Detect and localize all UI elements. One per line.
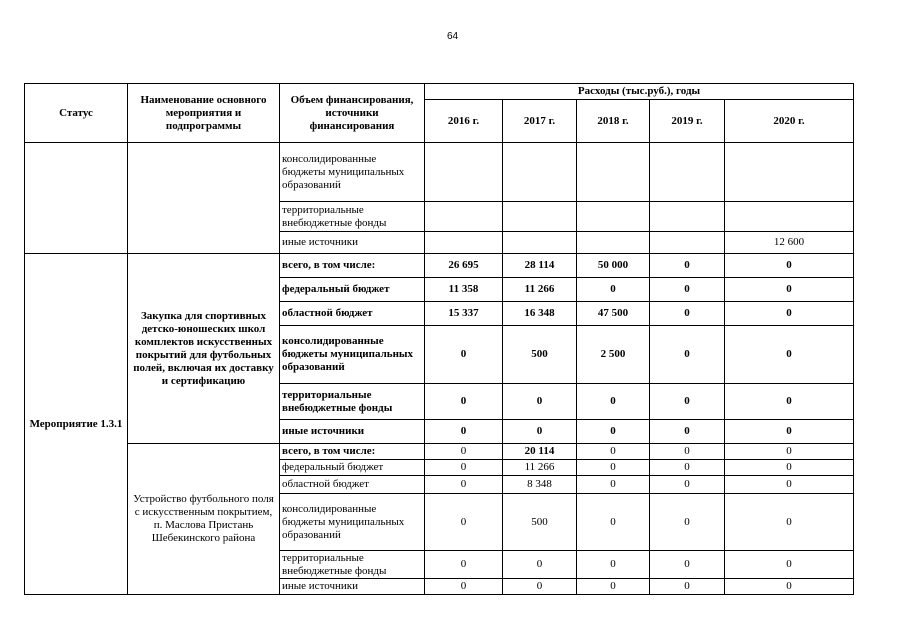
value-cell: 0: [650, 551, 725, 579]
table-row: [25, 444, 854, 460]
value-cell: 0: [503, 420, 577, 444]
value-cell: [650, 202, 725, 232]
value-cell: 0: [503, 551, 577, 579]
value-cell: 0: [725, 444, 854, 460]
source-cell: областной бюджет: [280, 302, 425, 326]
header-expenses: Расходы (тыс.руб.), годы: [425, 84, 854, 100]
value-cell: 0: [425, 444, 503, 460]
value-cell: [425, 232, 503, 254]
header-year-2020: 2020 г.: [725, 100, 854, 143]
value-cell: 0: [650, 444, 725, 460]
value-cell: [725, 202, 854, 232]
value-cell: 0: [725, 476, 854, 494]
source-cell: иные источники: [280, 232, 425, 254]
value-cell: [577, 202, 650, 232]
value-cell: 16 348: [503, 302, 577, 326]
value-cell: 0: [425, 420, 503, 444]
value-cell: [577, 143, 650, 202]
value-cell: 11 358: [425, 278, 503, 302]
header-year-2016: 2016 г.: [425, 100, 503, 143]
value-cell: 0: [425, 476, 503, 494]
value-cell: 0: [425, 494, 503, 551]
value-cell: 0: [650, 278, 725, 302]
value-cell: 0: [725, 302, 854, 326]
value-cell: 50 000: [577, 254, 650, 278]
value-cell: 0: [425, 326, 503, 384]
value-cell: 0: [650, 254, 725, 278]
value-cell: 0: [725, 384, 854, 420]
value-cell: 0: [650, 420, 725, 444]
header-year-2018: 2018 г.: [577, 100, 650, 143]
value-cell: 0: [725, 460, 854, 476]
value-cell: 0: [725, 254, 854, 278]
header-status: Статус: [25, 84, 128, 143]
source-cell: всего, в том числе:: [280, 254, 425, 278]
value-cell: 11 266: [503, 278, 577, 302]
value-cell: [650, 232, 725, 254]
value-cell: [503, 143, 577, 202]
value-cell: 0: [650, 460, 725, 476]
header-year-2017: 2017 г.: [503, 100, 577, 143]
budget-table: [24, 83, 854, 595]
value-cell: [503, 232, 577, 254]
value-cell: 0: [577, 460, 650, 476]
table-row: [25, 254, 854, 278]
value-cell: 0: [577, 476, 650, 494]
value-cell: 0: [725, 326, 854, 384]
value-cell: 0: [725, 579, 854, 595]
value-cell: 0: [650, 579, 725, 595]
source-cell: всего, в том числе:: [280, 444, 425, 460]
value-cell: 0: [577, 420, 650, 444]
name-cell-empty: [128, 143, 280, 254]
value-cell: 0: [650, 326, 725, 384]
header-name: Наименование основного мероприятия и подпрограммы: [128, 84, 280, 143]
value-cell: 0: [577, 278, 650, 302]
value-cell: 15 337: [425, 302, 503, 326]
value-cell: 0: [503, 579, 577, 595]
source-cell: консолидированные бюджеты муниципальных образований: [280, 143, 425, 202]
value-cell: 0: [425, 551, 503, 579]
value-cell: [425, 143, 503, 202]
value-cell: 0: [650, 476, 725, 494]
value-cell: 0: [650, 494, 725, 551]
value-cell: 0: [725, 420, 854, 444]
value-cell: 0: [425, 579, 503, 595]
value-cell: [650, 143, 725, 202]
value-cell: 500: [503, 326, 577, 384]
value-cell: 12 600: [725, 232, 854, 254]
source-cell: федеральный бюджет: [280, 460, 425, 476]
value-cell: 0: [577, 579, 650, 595]
value-cell: 8 348: [503, 476, 577, 494]
value-cell: 500: [503, 494, 577, 551]
value-cell: 28 114: [503, 254, 577, 278]
source-cell: иные источники: [280, 420, 425, 444]
source-cell: территориальные внебюджетные фонды: [280, 384, 425, 420]
source-cell: иные источники: [280, 579, 425, 595]
value-cell: [577, 232, 650, 254]
value-cell: 47 500: [577, 302, 650, 326]
value-cell: 0: [650, 384, 725, 420]
header-year-2019: 2019 г.: [650, 100, 725, 143]
source-cell: федеральный бюджет: [280, 278, 425, 302]
source-cell: территориальные внебюджетные фонды: [280, 551, 425, 579]
value-cell: [425, 202, 503, 232]
value-cell: 20 114: [503, 444, 577, 460]
value-cell: [725, 143, 854, 202]
header-volume: Объем финансирования, источники финансирования: [280, 84, 425, 143]
source-cell: территориальные внебюджетные фонды: [280, 202, 425, 232]
source-cell: консолидированные бюджеты муниципальных образований: [280, 494, 425, 551]
page-number: 64: [446, 31, 459, 42]
value-cell: 2 500: [577, 326, 650, 384]
sub2-name: Устройство футбольного поля с искусственным покрытием, п. Маслова Пристань Шебекинского района: [128, 444, 280, 595]
value-cell: 0: [577, 444, 650, 460]
value-cell: [503, 202, 577, 232]
table-row: [25, 143, 854, 202]
value-cell: 0: [425, 384, 503, 420]
value-cell: 0: [725, 551, 854, 579]
sub1-name: Закупка для спортивных детско-юношеских школ комплектов искусственных покрытий для футбольных полей, включая их доставку и сертификацию: [128, 254, 280, 444]
value-cell: 26 695: [425, 254, 503, 278]
value-cell: 0: [503, 384, 577, 420]
value-cell: 0: [650, 302, 725, 326]
event-status: Мероприятие 1.3.1: [25, 254, 128, 595]
value-cell: 0: [725, 494, 854, 551]
value-cell: 0: [425, 460, 503, 476]
value-cell: 11 266: [503, 460, 577, 476]
source-cell: областной бюджет: [280, 476, 425, 494]
value-cell: 0: [725, 278, 854, 302]
source-cell: консолидированные бюджеты муниципальных образований: [280, 326, 425, 384]
value-cell: 0: [577, 551, 650, 579]
value-cell: 0: [577, 384, 650, 420]
value-cell: 0: [577, 494, 650, 551]
status-cell-empty: [25, 143, 128, 254]
